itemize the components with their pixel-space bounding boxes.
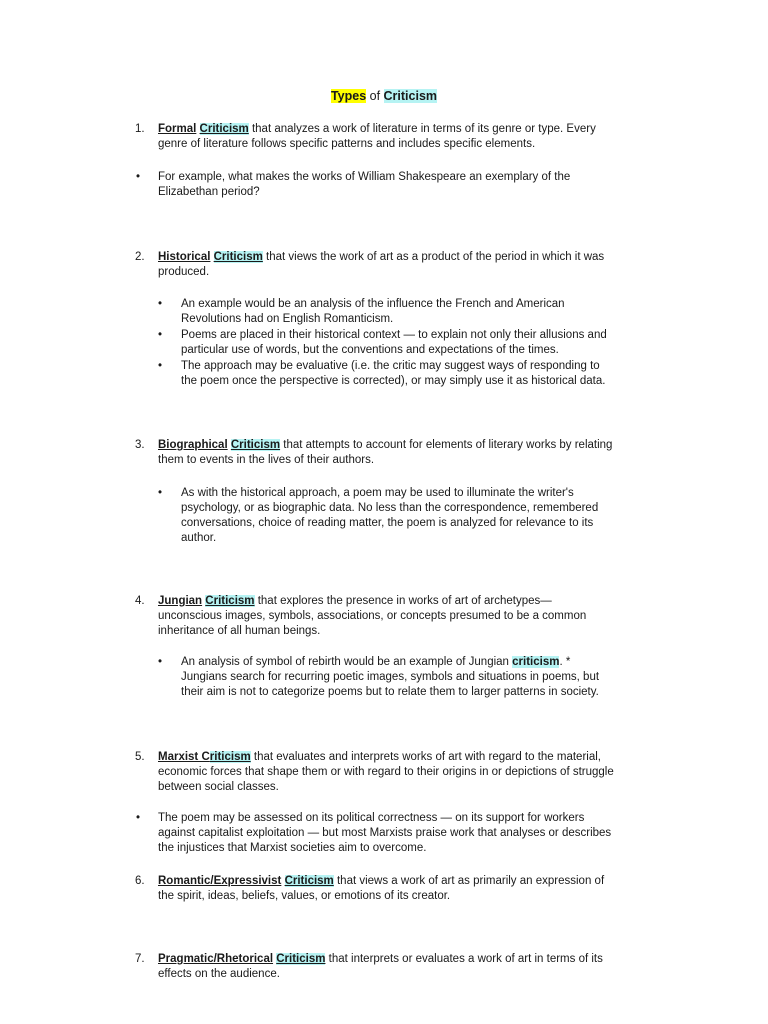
item-number: 6. — [135, 875, 145, 887]
bullet-icon: • — [158, 360, 163, 372]
bullet-text: The approach may be evaluative (i.e. the critic may suggest ways of responding to — [181, 360, 600, 372]
bullet-text: Poems are placed in their historical context — to explain not only their allusions and — [181, 329, 607, 341]
bullet-text: the poem once the perspective is corrected), or may simply use it as historical data. — [181, 375, 606, 387]
item-description: that analyzes a work of literature in terms of its genre or type. Every — [248, 123, 596, 135]
criticism-highlight: Criticism — [213, 251, 263, 263]
bullet-text: author. — [181, 532, 217, 544]
item-description: them to events in the lives of their authors. — [158, 454, 375, 466]
bullet-text: As with the historical approach, a poem may be used to illuminate the writer's — [181, 487, 574, 499]
item-description: that attempts to account for elements of literary works by relating — [280, 439, 613, 451]
bullet-text: their aim is not to categorize poems but to relate them to larger patterns in society. — [181, 686, 599, 698]
term-pragmatic: Pragmatic/Rhetorical — [158, 953, 274, 965]
item-description: that explores the presence in works of art of archetypes— — [254, 595, 552, 607]
bullet-text: Jungians search for recurring poetic images, symbols and situations in poems, but — [181, 671, 600, 683]
term-formal: Formal — [158, 123, 197, 135]
item-number: 7. — [135, 953, 145, 965]
bullet-text: psychology, or as biographic data. No less than the correspondence, remembered — [181, 502, 599, 514]
item-description: that views a work of art as primarily an expression of — [333, 875, 605, 887]
bullet-text: . * — [559, 656, 571, 668]
item-number: 4. — [135, 595, 145, 607]
title-types: Types — [330, 89, 367, 103]
title-criticism: Criticism — [383, 89, 438, 103]
criticism-highlight: Criticism — [284, 875, 334, 887]
item-description: unconscious images, symbols, associations, or concepts presumed to be a common — [158, 610, 587, 622]
term-jungian: Jungian — [158, 595, 203, 607]
term-romantic: Romantic/Expressivist — [158, 875, 282, 887]
bullet-text: For example, what makes the works of William Shakespeare an exemplary of the — [158, 171, 571, 183]
bullet-text: Revolutions had on English Romanticism. — [181, 313, 394, 325]
item-description: inheritance of all human beings. — [158, 625, 321, 637]
criticism-highlight: Criticism — [205, 595, 255, 607]
bullet-icon: • — [158, 329, 163, 341]
item-description: effects on the audience. — [158, 968, 280, 980]
bullet-text: The poem may be assessed on its political correctness — on its support for workers — [158, 812, 585, 824]
criticism-highlight: Criticism — [230, 439, 281, 451]
bullet-icon: • — [158, 487, 163, 499]
bullet-text: particular use of words, but the conventions and expectations of the times. — [181, 344, 559, 356]
item-description: that views the work of art as a product of the period in which it was — [262, 251, 605, 263]
bullet-icon: • — [136, 171, 141, 183]
term-marxist: Marxist C — [158, 751, 210, 763]
bullet-text: against capitalist exploitation — but most Marxists praise work that analyses or describes — [158, 827, 612, 839]
bullet-icon: • — [158, 298, 163, 310]
bullet-icon: • — [158, 656, 163, 668]
item-description: that interprets or evaluates a work of art in terms of its — [325, 953, 603, 965]
criticism-highlight: Criticism — [276, 953, 326, 965]
item-description: produced. — [158, 266, 210, 278]
bullet-icon: • — [136, 812, 141, 824]
term-historical: Historical — [158, 251, 211, 263]
title-of: of — [366, 89, 384, 103]
bullet-text: An analysis of symbol of rebirth would be an example of Jungian — [181, 656, 513, 668]
bullet-text: conversations, choice of reading matter, the poem is analyzed for relevance to its — [181, 517, 594, 529]
item-description: genre of literature follows specific patterns and includes specific elements. — [158, 138, 536, 150]
criticism-highlight: criticism — [512, 656, 560, 668]
criticism-highlight: Criticism — [199, 123, 249, 135]
bullet-text: An example would be an analysis of the influence the French and American — [181, 298, 565, 310]
item-number: 2. — [135, 251, 145, 263]
bullet-text: the injustices that Marxist societies aim to overcome. — [158, 842, 427, 854]
item-number: 3. — [135, 439, 145, 451]
item-number: 5. — [135, 751, 145, 763]
item-description: economic forces that shape them or with regard to their origins in or depictions of struggle — [158, 766, 614, 778]
bullet-text: Elizabethan period? — [158, 186, 260, 198]
item-description: between social classes. — [158, 781, 279, 793]
term-biographical: Biographical — [158, 439, 228, 451]
item-number: 1. — [135, 123, 145, 135]
item-description: the spirit, ideas, beliefs, values, or emotions of its creator. — [158, 890, 451, 902]
criticism-highlight: riticism — [209, 751, 251, 763]
document-title — [0, 89, 768, 103]
item-description: that evaluates and interprets works of art with regard to the material, — [250, 751, 601, 763]
